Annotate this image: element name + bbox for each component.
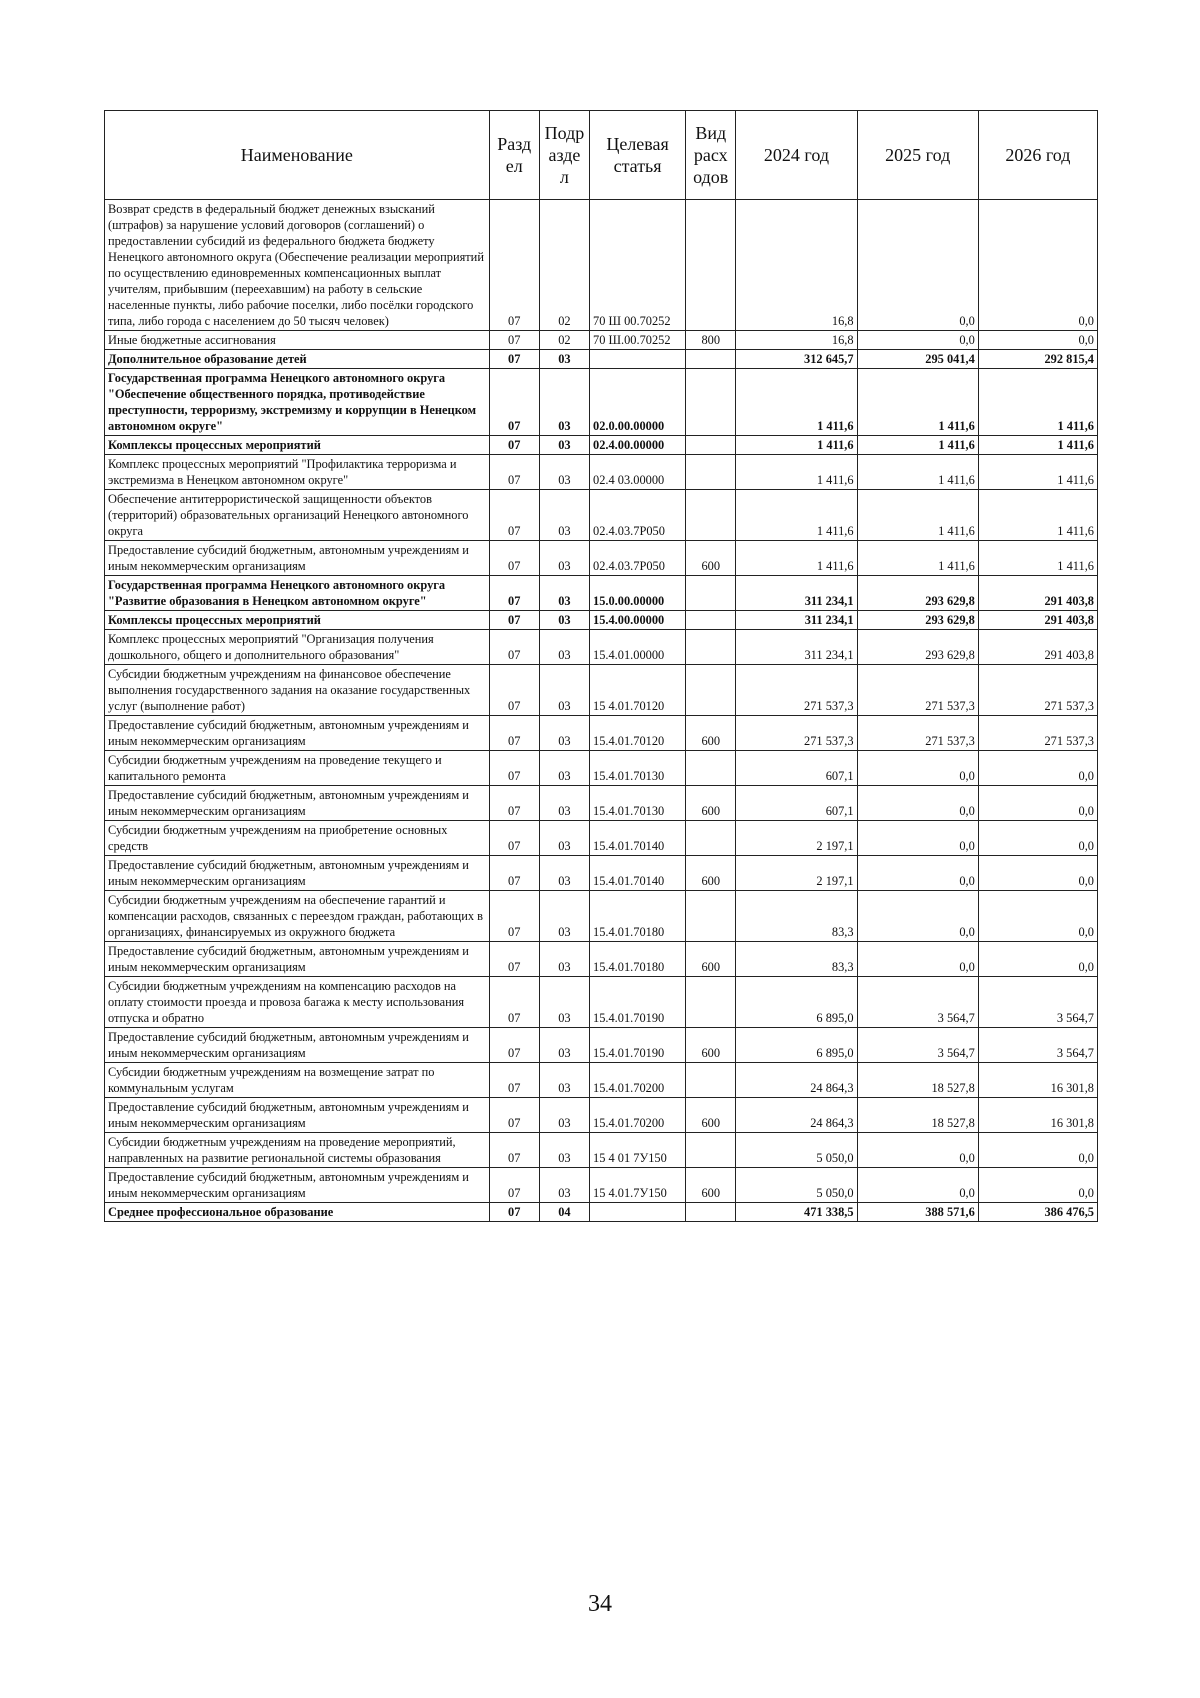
cell-2024: 6 895,0 xyxy=(736,977,857,1028)
table-row xyxy=(105,751,1098,786)
cell-section: 07 xyxy=(489,200,539,331)
cell-2024: 471 338,5 xyxy=(736,1203,857,1222)
cell-2025: 0,0 xyxy=(857,856,978,891)
cell-2026: 271 537,3 xyxy=(978,665,1097,716)
cell-section: 07 xyxy=(489,716,539,751)
cell-target-article: 15 4.01.7У150 xyxy=(590,1168,686,1203)
cell-expense-type: 600 xyxy=(686,716,736,751)
cell-section: 07 xyxy=(489,455,539,490)
cell-expense-type: 600 xyxy=(686,1098,736,1133)
cell-2024: 1 411,6 xyxy=(736,541,857,576)
cell-2026: 0,0 xyxy=(978,821,1097,856)
cell-name: Комплексы процессных мероприятий xyxy=(105,436,490,455)
cell-2025: 0,0 xyxy=(857,891,978,942)
cell-section: 07 xyxy=(489,576,539,611)
cell-subsection: 03 xyxy=(539,856,589,891)
cell-name: Комплекс процессных мероприятий "Профилактика терроризма и экстремизма в Ненецком автономном округе" xyxy=(105,455,490,490)
cell-section: 07 xyxy=(489,856,539,891)
cell-2026: 1 411,6 xyxy=(978,455,1097,490)
table-row xyxy=(105,1028,1098,1063)
cell-name: Комплексы процессных мероприятий xyxy=(105,611,490,630)
table-row xyxy=(105,716,1098,751)
table-row xyxy=(105,856,1098,891)
cell-2025: 18 527,8 xyxy=(857,1063,978,1098)
cell-subsection: 03 xyxy=(539,455,589,490)
table-row xyxy=(105,665,1098,716)
cell-subsection: 03 xyxy=(539,716,589,751)
cell-2024: 24 864,3 xyxy=(736,1063,857,1098)
table-row xyxy=(105,576,1098,611)
cell-2025: 1 411,6 xyxy=(857,490,978,541)
cell-2024: 311 234,1 xyxy=(736,630,857,665)
cell-subsection: 04 xyxy=(539,1203,589,1222)
cell-target-article: 15.4.01.70180 xyxy=(590,891,686,942)
table-row xyxy=(105,1203,1098,1222)
cell-2025: 295 041,4 xyxy=(857,350,978,369)
cell-name: Субсидии бюджетным учреждениям на проведение мероприятий, направленных на развитие региональной системы образования xyxy=(105,1133,490,1168)
table-row xyxy=(105,541,1098,576)
cell-2024: 607,1 xyxy=(736,786,857,821)
cell-subsection: 03 xyxy=(539,942,589,977)
table-row xyxy=(105,786,1098,821)
cell-2025: 1 411,6 xyxy=(857,541,978,576)
cell-section: 07 xyxy=(489,1203,539,1222)
cell-section: 07 xyxy=(489,1133,539,1168)
cell-target-article: 15.4.01.00000 xyxy=(590,630,686,665)
cell-2024: 83,3 xyxy=(736,891,857,942)
cell-2024: 311 234,1 xyxy=(736,611,857,630)
cell-name: Государственная программа Ненецкого автономного округа "Обеспечение общественного порядка, противодействие преступности, терроризму, экстремизму и коррупции в Ненецком автономном округе" xyxy=(105,369,490,436)
cell-target-article: 15.4.01.70190 xyxy=(590,1028,686,1063)
cell-2026: 292 815,4 xyxy=(978,350,1097,369)
cell-2025: 0,0 xyxy=(857,1133,978,1168)
cell-2024: 271 537,3 xyxy=(736,716,857,751)
cell-subsection: 02 xyxy=(539,200,589,331)
cell-expense-type xyxy=(686,821,736,856)
cell-section: 07 xyxy=(489,942,539,977)
cell-section: 07 xyxy=(489,611,539,630)
cell-expense-type xyxy=(686,1203,736,1222)
cell-section: 07 xyxy=(489,977,539,1028)
cell-target-article: 02.4.03.7Р050 xyxy=(590,490,686,541)
cell-target-article: 70 Ш.00.70252 xyxy=(590,331,686,350)
cell-expense-type xyxy=(686,977,736,1028)
cell-2025: 3 564,7 xyxy=(857,977,978,1028)
cell-expense-type xyxy=(686,630,736,665)
table-row xyxy=(105,369,1098,436)
cell-2024: 607,1 xyxy=(736,751,857,786)
table-row xyxy=(105,891,1098,942)
cell-2026: 1 411,6 xyxy=(978,490,1097,541)
cell-2026: 16 301,8 xyxy=(978,1063,1097,1098)
cell-expense-type xyxy=(686,611,736,630)
cell-section: 07 xyxy=(489,751,539,786)
cell-target-article: 15 4.01.70120 xyxy=(590,665,686,716)
cell-section: 07 xyxy=(489,821,539,856)
cell-subsection: 03 xyxy=(539,665,589,716)
cell-subsection: 02 xyxy=(539,331,589,350)
cell-subsection: 03 xyxy=(539,1028,589,1063)
cell-name: Возврат средств в федеральный бюджет денежных взысканий (штрафов) за нарушение условий договоров (соглашений) о предоставлении субсидий из федерального бюджета бюджету Ненецкого автономного округа (Обеспечение реализации мероприятий по осуществлению единовременных компенсационных выплат учителям, прибывшим (переехавшим) на работу в сельские населенные пункты, либо рабочие поселки, либо посёлки городского типа, либо города с населением до 50 тысяч человек) xyxy=(105,200,490,331)
cell-expense-type xyxy=(686,200,736,331)
cell-target-article: 02.4 03.00000 xyxy=(590,455,686,490)
cell-2026: 0,0 xyxy=(978,1168,1097,1203)
cell-2025: 0,0 xyxy=(857,751,978,786)
cell-subsection: 03 xyxy=(539,1063,589,1098)
cell-expense-type: 800 xyxy=(686,331,736,350)
table-row xyxy=(105,1063,1098,1098)
header-2026: 2026 год xyxy=(978,111,1097,200)
cell-expense-type: 600 xyxy=(686,856,736,891)
cell-section: 07 xyxy=(489,331,539,350)
cell-section: 07 xyxy=(489,490,539,541)
cell-target-article: 15.4.01.70200 xyxy=(590,1098,686,1133)
cell-name: Предоставление субсидий бюджетным, автономным учреждениям и иным некоммерческим организациям xyxy=(105,1098,490,1133)
budget-table xyxy=(104,110,1098,1222)
cell-subsection: 03 xyxy=(539,490,589,541)
cell-subsection: 03 xyxy=(539,977,589,1028)
cell-expense-type xyxy=(686,455,736,490)
cell-2024: 1 411,6 xyxy=(736,369,857,436)
cell-expense-type: 600 xyxy=(686,942,736,977)
cell-2026: 0,0 xyxy=(978,331,1097,350)
cell-2024: 271 537,3 xyxy=(736,665,857,716)
cell-2026: 1 411,6 xyxy=(978,541,1097,576)
cell-subsection: 03 xyxy=(539,786,589,821)
cell-2026: 271 537,3 xyxy=(978,716,1097,751)
cell-2025: 293 629,8 xyxy=(857,611,978,630)
cell-2026: 291 403,8 xyxy=(978,576,1097,611)
header-target-article: Целевая статья xyxy=(590,111,686,200)
cell-target-article: 15.4.01.70140 xyxy=(590,856,686,891)
cell-subsection: 03 xyxy=(539,751,589,786)
cell-subsection: 03 xyxy=(539,821,589,856)
cell-name: Субсидии бюджетным учреждениям на финансовое обеспечение выполнения государственного задания на оказание государственных услуг (выполнение работ) xyxy=(105,665,490,716)
cell-2026: 0,0 xyxy=(978,856,1097,891)
cell-2026: 0,0 xyxy=(978,891,1097,942)
cell-expense-type xyxy=(686,369,736,436)
page-number: 34 xyxy=(588,1591,612,1617)
cell-2024: 1 411,6 xyxy=(736,490,857,541)
cell-target-article: 02.4.03.7Р050 xyxy=(590,541,686,576)
cell-2024: 16,8 xyxy=(736,331,857,350)
cell-section: 07 xyxy=(489,1028,539,1063)
cell-2025: 0,0 xyxy=(857,821,978,856)
cell-name: Субсидии бюджетным учреждениям на обеспечение гарантий и компенсации расходов, связанных с переездом граждан, работающих в организациях, финансируемых из окружного бюджета xyxy=(105,891,490,942)
cell-target-article: 15 4 01 7У150 xyxy=(590,1133,686,1168)
cell-target-article: 15.4.01.70130 xyxy=(590,786,686,821)
cell-2025: 3 564,7 xyxy=(857,1028,978,1063)
cell-expense-type xyxy=(686,576,736,611)
table-row xyxy=(105,611,1098,630)
cell-target-article: 02.0.00.00000 xyxy=(590,369,686,436)
cell-2025: 388 571,6 xyxy=(857,1203,978,1222)
cell-expense-type xyxy=(686,665,736,716)
cell-2024: 6 895,0 xyxy=(736,1028,857,1063)
cell-subsection: 03 xyxy=(539,630,589,665)
cell-target-article: 15.0.00.00000 xyxy=(590,576,686,611)
cell-2025: 18 527,8 xyxy=(857,1098,978,1133)
table-row xyxy=(105,331,1098,350)
cell-name: Государственная программа Ненецкого автономного округа "Развитие образования в Ненецком автономном округе" xyxy=(105,576,490,611)
cell-2026: 0,0 xyxy=(978,786,1097,821)
cell-target-article: 70 Ш 00.70252 xyxy=(590,200,686,331)
cell-section: 07 xyxy=(489,786,539,821)
cell-2024: 312 645,7 xyxy=(736,350,857,369)
cell-2024: 16,8 xyxy=(736,200,857,331)
cell-target-article: 15.4.01.70180 xyxy=(590,942,686,977)
cell-name: Иные бюджетные ассигнования xyxy=(105,331,490,350)
cell-section: 07 xyxy=(489,1063,539,1098)
header-2024: 2024 год xyxy=(736,111,857,200)
cell-expense-type: 600 xyxy=(686,541,736,576)
cell-expense-type xyxy=(686,891,736,942)
cell-name: Среднее профессиональное образование xyxy=(105,1203,490,1222)
cell-2026: 291 403,8 xyxy=(978,611,1097,630)
table-header xyxy=(105,111,1098,200)
cell-name: Предоставление субсидий бюджетным, автономным учреждениям и иным некоммерческим организациям xyxy=(105,942,490,977)
cell-name: Предоставление субсидий бюджетным, автономным учреждениям и иным некоммерческим организациям xyxy=(105,1028,490,1063)
table-row xyxy=(105,490,1098,541)
cell-expense-type xyxy=(686,350,736,369)
cell-section: 07 xyxy=(489,1168,539,1203)
cell-expense-type: 600 xyxy=(686,1168,736,1203)
cell-2026: 291 403,8 xyxy=(978,630,1097,665)
cell-section: 07 xyxy=(489,350,539,369)
cell-expense-type: 600 xyxy=(686,1028,736,1063)
cell-section: 07 xyxy=(489,665,539,716)
table-row xyxy=(105,630,1098,665)
cell-2025: 271 537,3 xyxy=(857,716,978,751)
cell-subsection: 03 xyxy=(539,1098,589,1133)
cell-name: Субсидии бюджетным учреждениям на приобретение основных средств xyxy=(105,821,490,856)
header-name: Наименование xyxy=(105,111,490,200)
cell-2024: 311 234,1 xyxy=(736,576,857,611)
cell-subsection: 03 xyxy=(539,436,589,455)
cell-2025: 1 411,6 xyxy=(857,436,978,455)
table-row xyxy=(105,1098,1098,1133)
cell-2025: 0,0 xyxy=(857,786,978,821)
cell-subsection: 03 xyxy=(539,541,589,576)
cell-name: Дополнительное образование детей xyxy=(105,350,490,369)
cell-name: Субсидии бюджетным учреждениям на возмещение затрат по коммунальным услугам xyxy=(105,1063,490,1098)
table-body xyxy=(105,200,1098,1222)
cell-section: 07 xyxy=(489,891,539,942)
cell-target-article: 02.4.00.00000 xyxy=(590,436,686,455)
cell-name: Предоставление субсидий бюджетным, автономным учреждениям и иным некоммерческим организациям xyxy=(105,541,490,576)
cell-2025: 0,0 xyxy=(857,331,978,350)
cell-target-article xyxy=(590,1203,686,1222)
cell-2025: 0,0 xyxy=(857,1168,978,1203)
cell-target-article: 15.4.01.70200 xyxy=(590,1063,686,1098)
header-subsection: Подр азде л xyxy=(539,111,589,200)
cell-name: Предоставление субсидий бюджетным, автономным учреждениям и иным некоммерческим организациям xyxy=(105,786,490,821)
cell-2024: 1 411,6 xyxy=(736,455,857,490)
cell-expense-type xyxy=(686,490,736,541)
cell-name: Субсидии бюджетным учреждениям на компенсацию расходов на оплату стоимости проезда и провоза багажа к месту использования отпуска и обратно xyxy=(105,977,490,1028)
cell-2026: 1 411,6 xyxy=(978,436,1097,455)
cell-section: 07 xyxy=(489,541,539,576)
table-row xyxy=(105,821,1098,856)
cell-2024: 24 864,3 xyxy=(736,1098,857,1133)
header-section: Разд ел xyxy=(489,111,539,200)
cell-subsection: 03 xyxy=(539,611,589,630)
cell-target-article xyxy=(590,350,686,369)
table-row xyxy=(105,455,1098,490)
cell-2024: 2 197,1 xyxy=(736,821,857,856)
cell-expense-type xyxy=(686,1133,736,1168)
cell-section: 07 xyxy=(489,369,539,436)
cell-name: Субсидии бюджетным учреждениям на проведение текущего и капитального ремонта xyxy=(105,751,490,786)
cell-name: Комплекс процессных мероприятий "Организация получения дошкольного, общего и дополнительного образования" xyxy=(105,630,490,665)
cell-target-article: 15.4.00.00000 xyxy=(590,611,686,630)
cell-subsection: 03 xyxy=(539,1168,589,1203)
cell-subsection: 03 xyxy=(539,891,589,942)
cell-expense-type: 600 xyxy=(686,786,736,821)
header-2025: 2025 год xyxy=(857,111,978,200)
cell-target-article: 15.4.01.70190 xyxy=(590,977,686,1028)
table-row xyxy=(105,942,1098,977)
table-row xyxy=(105,977,1098,1028)
cell-2026: 3 564,7 xyxy=(978,1028,1097,1063)
cell-subsection: 03 xyxy=(539,576,589,611)
cell-name: Обеспечение антитеррористической защищенности объектов (территорий) образовательных организаций Ненецкого автономного округа xyxy=(105,490,490,541)
cell-section: 07 xyxy=(489,630,539,665)
cell-2026: 3 564,7 xyxy=(978,977,1097,1028)
cell-2025: 271 537,3 xyxy=(857,665,978,716)
table-row xyxy=(105,350,1098,369)
cell-expense-type xyxy=(686,751,736,786)
cell-2025: 1 411,6 xyxy=(857,455,978,490)
cell-2026: 0,0 xyxy=(978,751,1097,786)
cell-name: Предоставление субсидий бюджетным, автономным учреждениям и иным некоммерческим организациям xyxy=(105,856,490,891)
cell-2026: 0,0 xyxy=(978,200,1097,331)
cell-section: 07 xyxy=(489,436,539,455)
cell-2026: 0,0 xyxy=(978,1133,1097,1168)
cell-subsection: 03 xyxy=(539,369,589,436)
cell-expense-type xyxy=(686,436,736,455)
cell-subsection: 03 xyxy=(539,350,589,369)
header-expense-type: Вид расх одов xyxy=(686,111,736,200)
cell-expense-type xyxy=(686,1063,736,1098)
cell-2026: 0,0 xyxy=(978,942,1097,977)
table-row xyxy=(105,200,1098,331)
cell-2025: 1 411,6 xyxy=(857,369,978,436)
cell-2026: 1 411,6 xyxy=(978,369,1097,436)
cell-name: Предоставление субсидий бюджетным, автономным учреждениям и иным некоммерческим организациям xyxy=(105,716,490,751)
cell-2025: 0,0 xyxy=(857,942,978,977)
cell-2025: 293 629,8 xyxy=(857,630,978,665)
cell-target-article: 15.4.01.70130 xyxy=(590,751,686,786)
table-row xyxy=(105,1168,1098,1203)
cell-2025: 0,0 xyxy=(857,200,978,331)
cell-2026: 386 476,5 xyxy=(978,1203,1097,1222)
cell-2024: 83,3 xyxy=(736,942,857,977)
cell-section: 07 xyxy=(489,1098,539,1133)
cell-2024: 5 050,0 xyxy=(736,1133,857,1168)
cell-2024: 2 197,1 xyxy=(736,856,857,891)
cell-target-article: 15.4.01.70140 xyxy=(590,821,686,856)
cell-2024: 5 050,0 xyxy=(736,1168,857,1203)
cell-name: Предоставление субсидий бюджетным, автономным учреждениям и иным некоммерческим организациям xyxy=(105,1168,490,1203)
table-row xyxy=(105,1133,1098,1168)
cell-2024: 1 411,6 xyxy=(736,436,857,455)
cell-2026: 16 301,8 xyxy=(978,1098,1097,1133)
cell-target-article: 15.4.01.70120 xyxy=(590,716,686,751)
table-row xyxy=(105,436,1098,455)
cell-subsection: 03 xyxy=(539,1133,589,1168)
cell-2025: 293 629,8 xyxy=(857,576,978,611)
